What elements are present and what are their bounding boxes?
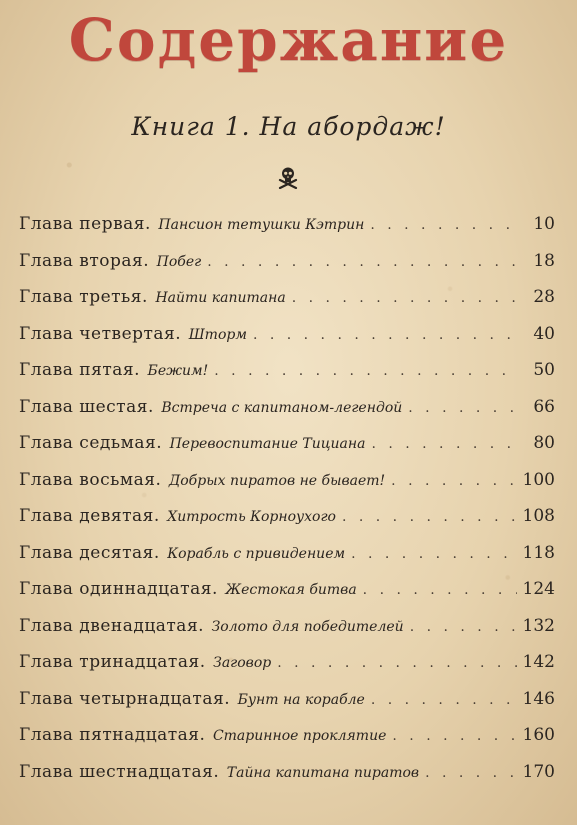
chapter-title: Хитрость Корноухого (167, 509, 336, 525)
toc-entry (19, 689, 555, 726)
chapter-separator: . (134, 360, 140, 380)
book-title: Книга 1. На абордаж! (131, 112, 446, 141)
chapter-separator: . (143, 250, 149, 271)
page-number: 28 (533, 287, 555, 307)
dot-leader (410, 619, 517, 635)
chapter-title: Корабль с привидением (167, 545, 346, 562)
toc-entry (19, 397, 555, 434)
dot-leader (391, 473, 516, 489)
page-number: 118 (522, 542, 555, 563)
page-number: 100 (522, 469, 555, 490)
page-number: 40 (533, 323, 555, 344)
chapter-title: Заговор (213, 655, 272, 671)
dot-leader (342, 509, 517, 525)
page-number: 146 (522, 688, 555, 709)
dot-leader (214, 363, 519, 379)
toc-entry (19, 543, 555, 580)
chapter-number: Глава пятнадцатая (19, 725, 200, 745)
dot-leader (207, 254, 519, 270)
chapter-title: Перевоспитание Тициана (169, 436, 366, 452)
dot-leader (371, 692, 517, 708)
page-number: 18 (533, 250, 555, 271)
chapter-separator: . (142, 287, 148, 307)
chapter-number: Глава девятая (19, 506, 154, 526)
toc-entry (19, 287, 555, 324)
chapter-title: Добрых пиратов не бывает! (168, 472, 386, 489)
toc-entry (19, 652, 555, 689)
chapter-separator: . (153, 542, 160, 563)
chapter-number: Глава двенадцатая (19, 615, 199, 636)
chapter-separator: . (199, 652, 206, 672)
page-title: Содержание (68, 6, 509, 74)
page-number: 170 (522, 761, 555, 782)
chapter-title: Бежим! (147, 363, 209, 379)
chapter-number: Глава восьмая (19, 469, 156, 490)
chapter-separator: . (211, 579, 218, 599)
dot-leader (292, 290, 519, 306)
toc-entry (19, 762, 555, 799)
dot-leader (363, 582, 517, 598)
dot-leader (408, 400, 519, 416)
page-number: 132 (522, 615, 555, 636)
chapter-number: Глава четырнадцатая (19, 688, 225, 709)
toc-entry (19, 251, 555, 288)
page-number: 66 (533, 396, 555, 417)
chapter-separator: . (145, 214, 151, 234)
chapter-title: Жестокая битва (225, 582, 357, 598)
chapter-number: Глава вторая (19, 250, 144, 271)
chapter-title: Бунт на корабле (237, 691, 365, 708)
chapter-title: Тайна капитана пиратов (226, 764, 420, 781)
chapter-separator: . (199, 725, 205, 745)
chapter-number: Глава тринадцатая (19, 652, 200, 672)
table-of-contents (19, 214, 555, 798)
chapter-title: Шторм (188, 326, 247, 343)
toc-entry (19, 214, 555, 251)
dot-leader (371, 436, 519, 452)
chapter-number: Глава десятая (19, 542, 154, 563)
chapter-number: Глава шестнадцатая (19, 761, 214, 782)
page-number: 142 (522, 652, 555, 672)
chapter-separator: . (147, 396, 154, 417)
toc-entry (19, 324, 555, 361)
skull-crossbones-icon (276, 165, 300, 189)
dot-leader (425, 765, 516, 781)
chapter-title: Встреча с капитаном-легендой (161, 399, 403, 416)
chapter-title: Золото для победителей (211, 618, 404, 635)
chapter-number: Глава четвертая (19, 323, 176, 344)
chapter-separator: . (156, 433, 162, 453)
toc-entry (19, 470, 555, 507)
toc-entry (19, 360, 555, 397)
toc-entry (19, 433, 555, 470)
chapter-number: Глава пятая (19, 360, 135, 380)
chapter-number: Глава одиннадцатая (19, 579, 212, 599)
chapter-separator: . (153, 506, 160, 526)
dot-leader (392, 728, 516, 744)
toc-entry (19, 579, 555, 616)
chapter-title: Старинное проклятие (212, 728, 387, 744)
page-number: 124 (522, 579, 555, 599)
chapter-title: Найти капитана (155, 290, 286, 306)
chapter-title: Пансион тетушки Кэтрин (158, 217, 365, 233)
dot-leader (370, 217, 519, 233)
toc-entry (19, 616, 555, 653)
toc-entry (19, 725, 555, 762)
chapter-separator: . (213, 761, 219, 782)
dot-leader (253, 327, 519, 343)
chapter-number: Глава третья (19, 287, 143, 307)
chapter-title: Побег (156, 253, 202, 270)
page-number: 80 (533, 433, 555, 453)
toc-entry (19, 506, 555, 543)
page-number: 50 (533, 360, 555, 380)
chapter-number: Глава первая (19, 214, 146, 234)
chapter-separator: . (155, 469, 161, 490)
dot-leader (351, 546, 516, 562)
chapter-separator: . (198, 615, 204, 636)
chapter-separator: . (224, 688, 230, 709)
page-number: 10 (533, 214, 555, 234)
chapter-number: Глава шестая (19, 396, 148, 417)
dot-leader (277, 655, 516, 671)
page-number: 160 (522, 725, 555, 745)
chapter-number: Глава седьмая (19, 433, 157, 453)
chapter-separator: . (175, 323, 181, 344)
page-number: 108 (522, 506, 555, 526)
